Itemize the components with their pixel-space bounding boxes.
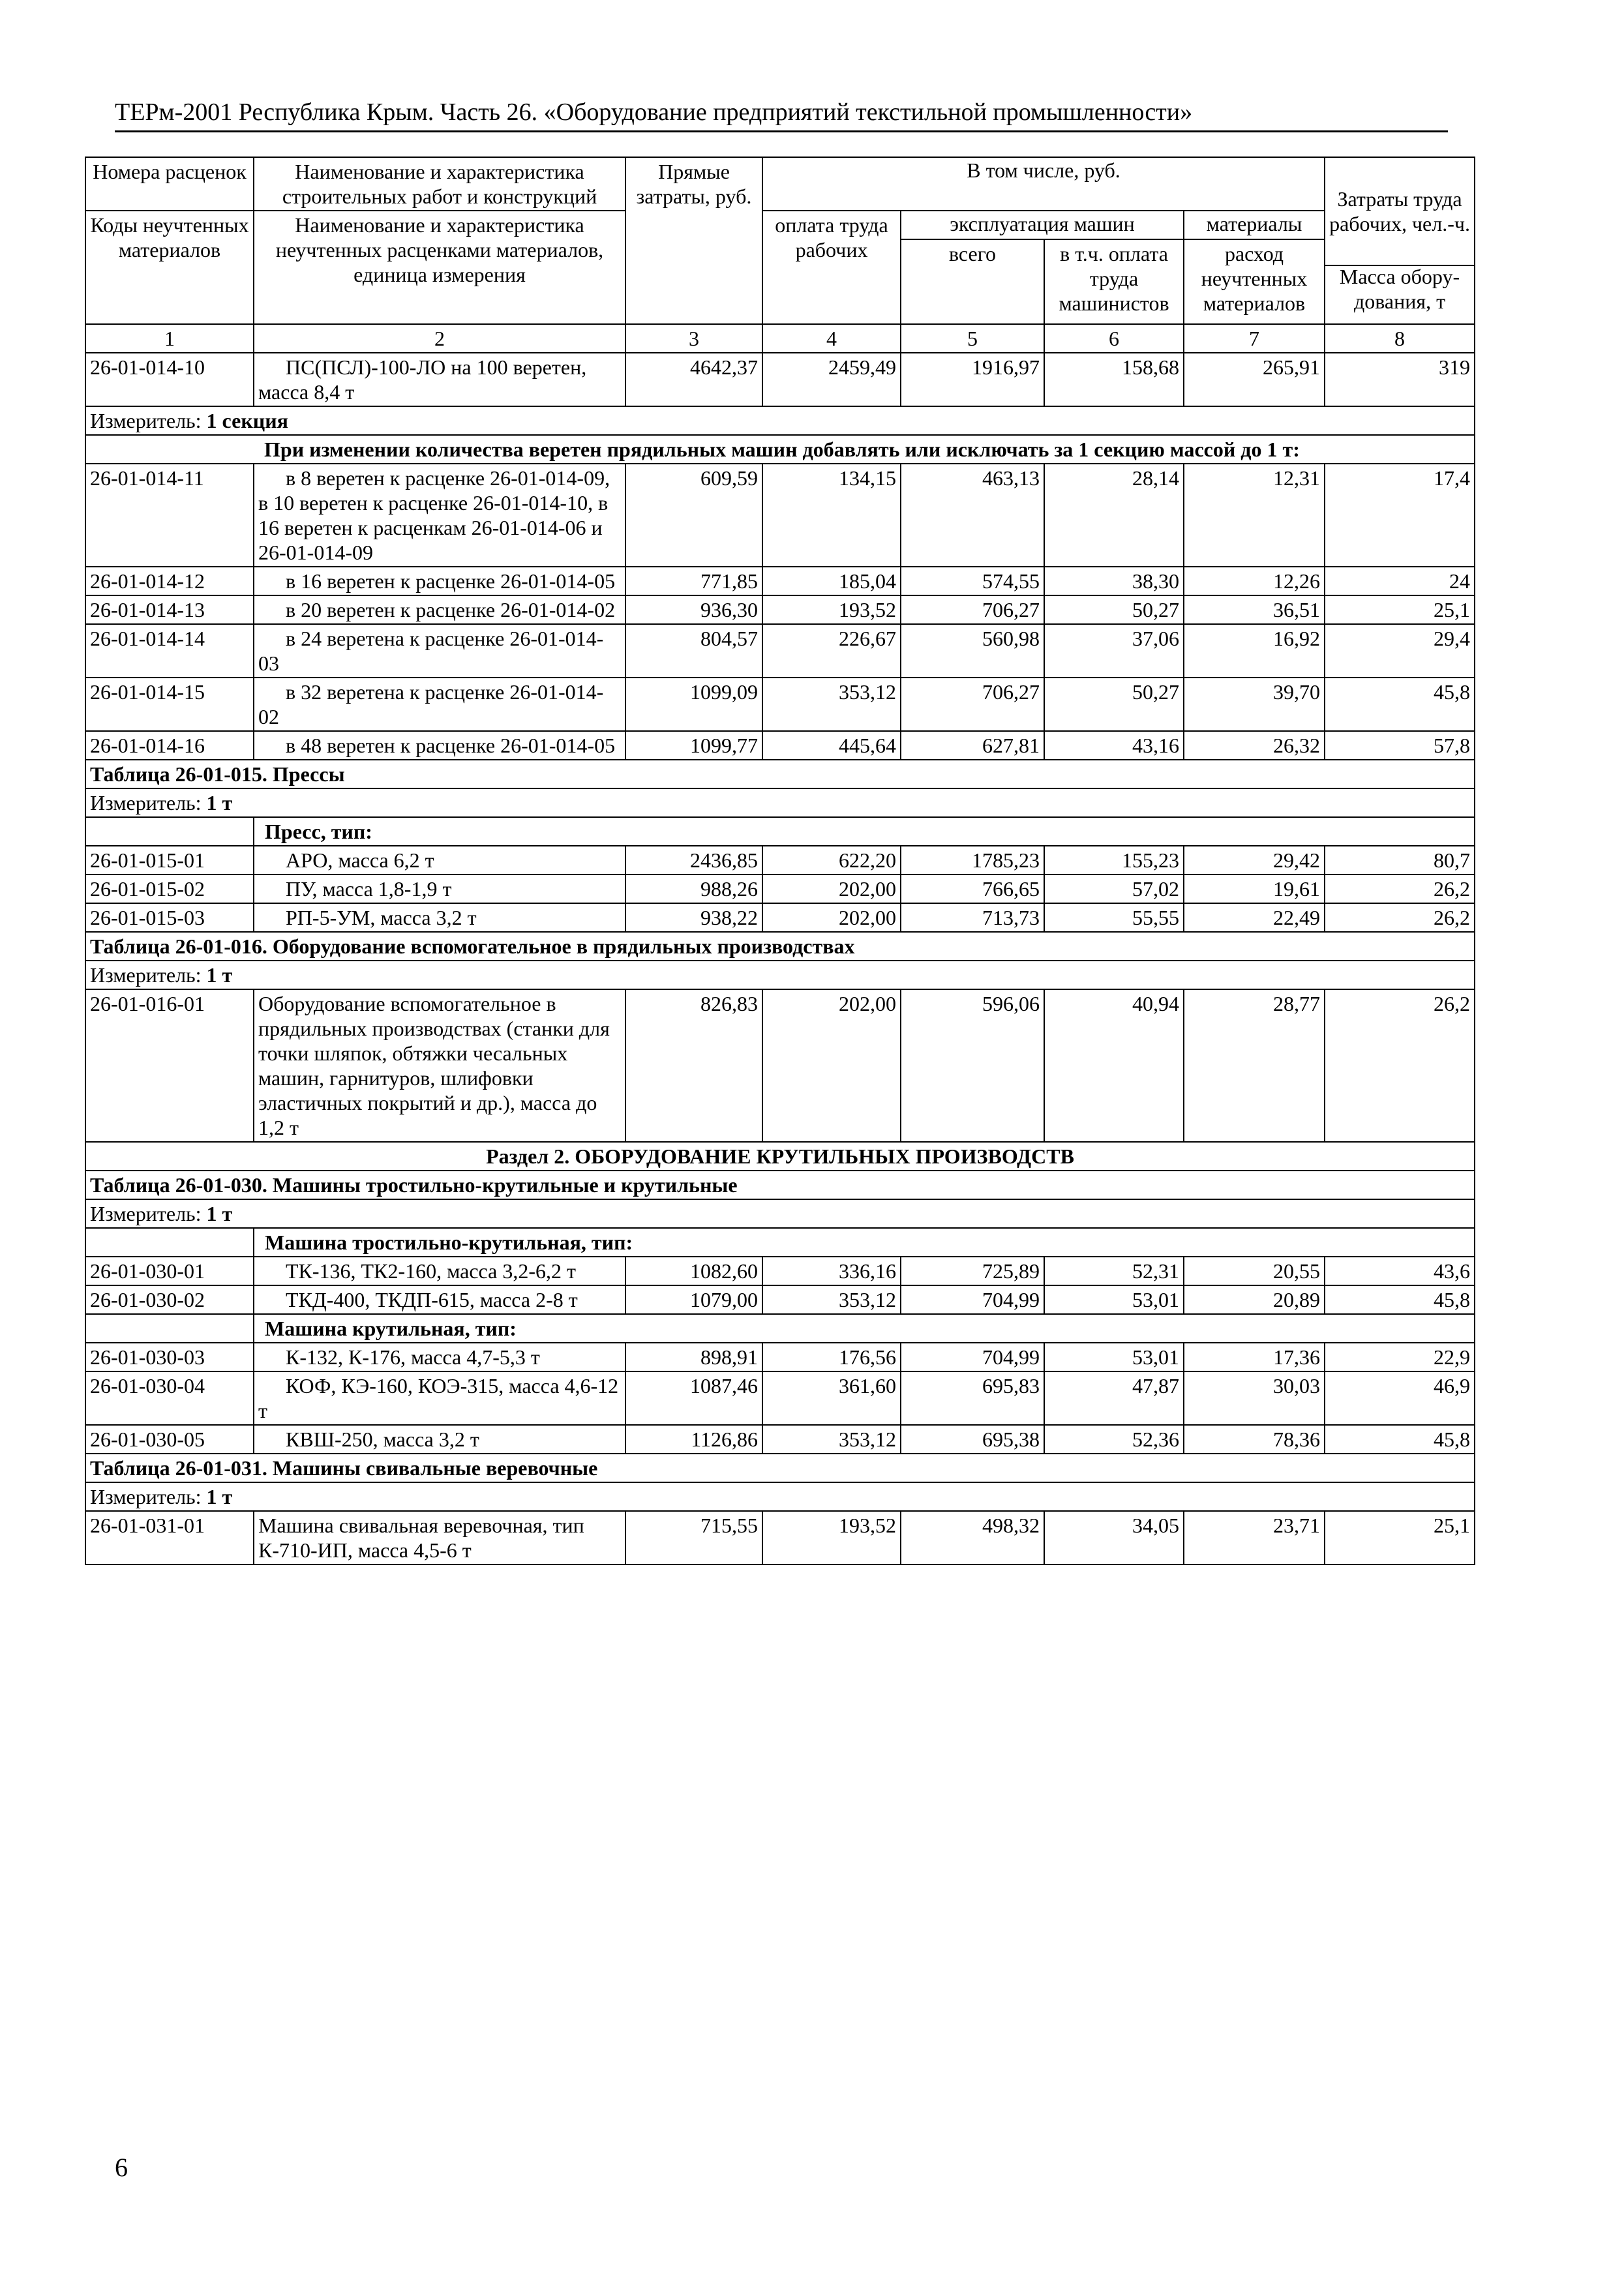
rate-value: 20,89 xyxy=(1184,1285,1325,1314)
rate-value: 609,59 xyxy=(625,464,762,567)
table-row xyxy=(85,1285,1475,1314)
rate-value: 715,55 xyxy=(625,1511,762,1564)
rate-name: в 32 веретена к расценке 26-01-014-02 xyxy=(254,678,625,731)
rate-value: 23,71 xyxy=(1184,1511,1325,1564)
rate-value: 24 xyxy=(1325,567,1475,595)
rate-value: 17,4 xyxy=(1325,464,1475,567)
rate-name: Машина свивальная веревочная, тип К-710-ИП, масса 4,5-6 т xyxy=(254,1511,625,1564)
table-row xyxy=(85,678,1475,731)
rate-value: 265,91 xyxy=(1184,353,1325,406)
rate-value: 43,6 xyxy=(1325,1257,1475,1285)
rate-value: 202,00 xyxy=(762,903,901,932)
col1-header-bottom: Коды неучтенных материалов xyxy=(85,211,254,324)
rate-name: в 20 веретен к расценке 26-01-014-02 xyxy=(254,595,625,624)
rate-value: 20,55 xyxy=(1184,1257,1325,1285)
rate-value: 713,73 xyxy=(901,903,1044,932)
rate-value: 1082,60 xyxy=(625,1257,762,1285)
rate-value: 226,67 xyxy=(762,624,901,678)
table-row xyxy=(85,1425,1475,1454)
table-row xyxy=(85,731,1475,760)
rate-value: 55,55 xyxy=(1044,903,1184,932)
table-row xyxy=(85,1511,1475,1564)
rate-value: 498,32 xyxy=(901,1511,1044,1564)
rate-code: 26-01-014-15 xyxy=(85,678,254,731)
rate-value: 627,81 xyxy=(901,731,1044,760)
rate-name: ТК-136, ТК2-160, масса 3,2-6,2 т xyxy=(254,1257,625,1285)
rate-value: 30,03 xyxy=(1184,1371,1325,1425)
rate-value: 4642,37 xyxy=(625,353,762,406)
table-title: Таблица 26-01-016. Оборудование вспомогательное в прядильных производствах xyxy=(85,932,1475,961)
rate-value: 43,16 xyxy=(1044,731,1184,760)
rate-value: 78,36 xyxy=(1184,1425,1325,1454)
rate-value: 771,85 xyxy=(625,567,762,595)
price-table xyxy=(85,157,1475,1565)
rate-value: 898,91 xyxy=(625,1343,762,1371)
rate-name: в 48 веретен к расценке 26-01-014-05 xyxy=(254,731,625,760)
rate-value: 176,56 xyxy=(762,1343,901,1371)
col5-header: всего xyxy=(901,239,1044,325)
rate-code: 26-01-014-10 xyxy=(85,353,254,406)
rate-value: 29,4 xyxy=(1325,624,1475,678)
rate-value: 17,36 xyxy=(1184,1343,1325,1371)
rate-value: 45,8 xyxy=(1325,1425,1475,1454)
col2-header-top: Наименование и характеристика строительных работ и конструкций xyxy=(254,157,625,211)
rate-name: ТКД-400, ТКДП-615, масса 2-8 т xyxy=(254,1285,625,1314)
col2-header-bottom: Наименование и характеристика неучтенных расценками материалов, единица измерения xyxy=(254,211,625,324)
rate-value: 1126,86 xyxy=(625,1425,762,1454)
table-row xyxy=(85,353,1475,406)
rate-name: К-132, К-176, масса 4,7-5,3 т xyxy=(254,1343,625,1371)
group-label: Машина крутильная, тип: xyxy=(254,1314,1475,1343)
rate-value: 40,94 xyxy=(1044,989,1184,1142)
measure-value: 1 секция xyxy=(206,409,288,432)
group-label: Пресс, тип: xyxy=(254,817,1475,846)
rate-code: 26-01-030-01 xyxy=(85,1257,254,1285)
rate-value: 361,60 xyxy=(762,1371,901,1425)
rate-value: 12,26 xyxy=(1184,567,1325,595)
section-title: Раздел 2. ОБОРУДОВАНИЕ КРУТИЛЬНЫХ ПРОИЗВОДСТВ xyxy=(85,1142,1475,1171)
rate-value: 2436,85 xyxy=(625,846,762,875)
incl-header: В том числе, руб. xyxy=(762,157,1325,211)
rate-name: АРО, масса 6,2 т xyxy=(254,846,625,875)
rate-value: 34,05 xyxy=(1044,1511,1184,1564)
group-label: Машина тростильно-крутильная, тип: xyxy=(254,1228,1475,1257)
col-num: 8 xyxy=(1325,324,1475,353)
col-num: 5 xyxy=(901,324,1044,353)
table-title: Таблица 26-01-030. Машины тростильно-крутильные и крутильные xyxy=(85,1171,1475,1199)
rate-value: 155,23 xyxy=(1044,846,1184,875)
col8-header xyxy=(1325,157,1475,324)
table-row xyxy=(85,875,1475,903)
table-title: Таблица 26-01-031. Машины свивальные веревочные xyxy=(85,1454,1475,1482)
rate-value: 22,49 xyxy=(1184,903,1325,932)
running-header: ТЕРм-2001 Республика Крым. Часть 26. «Оборудование предприятий текстильной промышленности» xyxy=(115,98,1448,132)
rate-value: 1785,23 xyxy=(901,846,1044,875)
note-text: При изменении количества веретен прядильных машин добавлять или исключать за 1 секцию массой до 1 т: xyxy=(254,435,1475,464)
table-row xyxy=(85,989,1475,1142)
rate-value: 50,27 xyxy=(1044,595,1184,624)
rate-code: 26-01-014-14 xyxy=(85,624,254,678)
rate-value: 193,52 xyxy=(762,1511,901,1564)
rate-name: в 8 веретен к расценке 26-01-014-09, в 10 веретен к расценке 26-01-014-10, в 16 веретен к расценкам 26-01-014-06 и 26-01-014-09 xyxy=(254,464,625,567)
rate-value: 766,65 xyxy=(901,875,1044,903)
rate-value: 2459,49 xyxy=(762,353,901,406)
rate-value: 134,15 xyxy=(762,464,901,567)
rate-value: 47,87 xyxy=(1044,1371,1184,1425)
rate-value: 36,51 xyxy=(1184,595,1325,624)
rate-code: 26-01-014-16 xyxy=(85,731,254,760)
rate-value: 57,8 xyxy=(1325,731,1475,760)
rate-code: 26-01-014-13 xyxy=(85,595,254,624)
rate-value: 988,26 xyxy=(625,875,762,903)
rate-value: 826,83 xyxy=(625,989,762,1142)
rate-code: 26-01-030-04 xyxy=(85,1371,254,1425)
col-num: 2 xyxy=(254,324,625,353)
table-row xyxy=(85,595,1475,624)
note-spacer xyxy=(85,435,254,464)
rate-value: 52,36 xyxy=(1044,1425,1184,1454)
measure-row xyxy=(85,961,1475,989)
rate-value: 25,1 xyxy=(1325,1511,1475,1564)
col6-header: в т.ч. оплата труда машинистов xyxy=(1044,239,1184,325)
rate-code: 26-01-030-02 xyxy=(85,1285,254,1314)
rate-code: 26-01-015-02 xyxy=(85,875,254,903)
rate-value: 22,9 xyxy=(1325,1343,1475,1371)
rate-value: 622,20 xyxy=(762,846,901,875)
col-num: 6 xyxy=(1044,324,1184,353)
rate-value: 80,7 xyxy=(1325,846,1475,875)
rate-value: 19,61 xyxy=(1184,875,1325,903)
rate-name: КВШ-250, масса 3,2 т xyxy=(254,1425,625,1454)
rate-value: 45,8 xyxy=(1325,678,1475,731)
measure-row xyxy=(85,1199,1475,1228)
table-row xyxy=(85,1343,1475,1371)
rate-name: КОФ, КЭ-160, КОЭ-315, масса 4,6-12 т xyxy=(254,1371,625,1425)
rate-name: РП-5-УМ, масса 3,2 т xyxy=(254,903,625,932)
col-num: 3 xyxy=(625,324,762,353)
rate-value: 50,27 xyxy=(1044,678,1184,731)
rate-value: 936,30 xyxy=(625,595,762,624)
rate-value: 706,27 xyxy=(901,595,1044,624)
rate-value: 185,04 xyxy=(762,567,901,595)
measure-label: Измеритель: xyxy=(90,1485,207,1508)
col8-header-top: Затраты труда рабочих, чел.-ч. xyxy=(1325,158,1474,266)
rate-value: 706,27 xyxy=(901,678,1044,731)
rate-value: 26,32 xyxy=(1184,731,1325,760)
rate-value: 695,38 xyxy=(901,1425,1044,1454)
rate-value: 158,68 xyxy=(1044,353,1184,406)
rate-value: 202,00 xyxy=(762,875,901,903)
rate-name: в 16 веретен к расценке 26-01-014-05 xyxy=(254,567,625,595)
group-spacer xyxy=(85,1314,254,1343)
table-row xyxy=(85,903,1475,932)
rate-value: 463,13 xyxy=(901,464,1044,567)
rate-value: 574,55 xyxy=(901,567,1044,595)
rate-value: 353,12 xyxy=(762,678,901,731)
rate-code: 26-01-014-12 xyxy=(85,567,254,595)
col-num: 4 xyxy=(762,324,901,353)
table-row xyxy=(85,464,1475,567)
col3-header: Прямые затраты, руб. xyxy=(625,157,762,324)
rate-code: 26-01-030-03 xyxy=(85,1343,254,1371)
rate-value: 52,31 xyxy=(1044,1257,1184,1285)
rate-value: 28,77 xyxy=(1184,989,1325,1142)
rate-value: 353,12 xyxy=(762,1425,901,1454)
rate-value: 704,99 xyxy=(901,1285,1044,1314)
rate-value: 12,31 xyxy=(1184,464,1325,567)
rate-value: 202,00 xyxy=(762,989,901,1142)
rate-value: 53,01 xyxy=(1044,1285,1184,1314)
rate-value: 695,83 xyxy=(901,1371,1044,1425)
col1-header-top: Номера расценок xyxy=(85,157,254,211)
measure-row xyxy=(85,788,1475,817)
rate-name: ПУ, масса 1,8-1,9 т xyxy=(254,875,625,903)
rate-value: 28,14 xyxy=(1044,464,1184,567)
col-num: 1 xyxy=(85,324,254,353)
group-spacer xyxy=(85,1228,254,1257)
rate-value: 1087,46 xyxy=(625,1371,762,1425)
rate-value: 1099,77 xyxy=(625,731,762,760)
rate-value: 25,1 xyxy=(1325,595,1475,624)
rate-code: 26-01-015-03 xyxy=(85,903,254,932)
rate-value: 596,06 xyxy=(901,989,1044,1142)
rate-value: 26,2 xyxy=(1325,875,1475,903)
table-row xyxy=(85,1371,1475,1425)
col7-header: расход неучтенных материалов xyxy=(1184,239,1325,325)
rate-value: 319 xyxy=(1325,353,1475,406)
measure-row xyxy=(85,406,1475,435)
measure-label: Измеритель: xyxy=(90,409,207,432)
rate-value: 45,8 xyxy=(1325,1285,1475,1314)
rate-value: 560,98 xyxy=(901,624,1044,678)
rate-value: 353,12 xyxy=(762,1285,901,1314)
rate-value: 938,22 xyxy=(625,903,762,932)
rate-code: 26-01-030-05 xyxy=(85,1425,254,1454)
col4-header: оплата труда рабочих xyxy=(762,211,901,324)
rate-value: 16,92 xyxy=(1184,624,1325,678)
rate-code: 26-01-014-11 xyxy=(85,464,254,567)
materials-header: материалы xyxy=(1184,211,1325,239)
rate-value: 445,64 xyxy=(762,731,901,760)
rate-value: 804,57 xyxy=(625,624,762,678)
rate-value: 37,06 xyxy=(1044,624,1184,678)
page-number: 6 xyxy=(115,2153,128,2182)
rate-value: 38,30 xyxy=(1044,567,1184,595)
table-row xyxy=(85,624,1475,678)
measure-value: 1 т xyxy=(206,1202,233,1225)
measure-value: 1 т xyxy=(206,1485,233,1508)
measure-value: 1 т xyxy=(206,963,233,987)
measure-value: 1 т xyxy=(206,791,233,815)
measure-label: Измеритель: xyxy=(90,1202,207,1225)
rate-code: 26-01-031-01 xyxy=(85,1511,254,1564)
measure-row xyxy=(85,1482,1475,1511)
col8-header-bottom: Масса обору-дования, т xyxy=(1339,265,1460,313)
rate-value: 704,99 xyxy=(901,1343,1044,1371)
table-row xyxy=(85,846,1475,875)
measure-label: Измеритель: xyxy=(90,791,207,815)
rate-code: 26-01-015-01 xyxy=(85,846,254,875)
rate-value: 725,89 xyxy=(901,1257,1044,1285)
rate-name: ПС(ПСЛ)-100-ЛО на 100 веретен, масса 8,4 т xyxy=(254,353,625,406)
group-spacer xyxy=(85,817,254,846)
rate-value: 26,2 xyxy=(1325,989,1475,1142)
rate-code: 26-01-016-01 xyxy=(85,989,254,1142)
rate-name: в 24 веретена к расценке 26-01-014-03 xyxy=(254,624,625,678)
rate-value: 1916,97 xyxy=(901,353,1044,406)
rate-value: 53,01 xyxy=(1044,1343,1184,1371)
col-num: 7 xyxy=(1184,324,1325,353)
rate-name: Оборудование вспомогательное в прядильных производствах (станки для точки шляпок, обтяжки чесальных машин, гарнитуров, шлифовки эластичных покрытий и др.), масса до 1,2 т xyxy=(254,989,625,1142)
rate-value: 39,70 xyxy=(1184,678,1325,731)
rate-value: 57,02 xyxy=(1044,875,1184,903)
measure-label: Измеритель: xyxy=(90,963,207,987)
machines-header: эксплуатация машин xyxy=(901,211,1184,239)
rate-value: 26,2 xyxy=(1325,903,1475,932)
table-row xyxy=(85,567,1475,595)
rate-value: 29,42 xyxy=(1184,846,1325,875)
rate-value: 336,16 xyxy=(762,1257,901,1285)
rate-value: 1079,00 xyxy=(625,1285,762,1314)
rate-value: 46,9 xyxy=(1325,1371,1475,1425)
table-row xyxy=(85,1257,1475,1285)
table-title: Таблица 26-01-015. Прессы xyxy=(85,760,1475,788)
rate-value: 1099,09 xyxy=(625,678,762,731)
rate-value: 193,52 xyxy=(762,595,901,624)
